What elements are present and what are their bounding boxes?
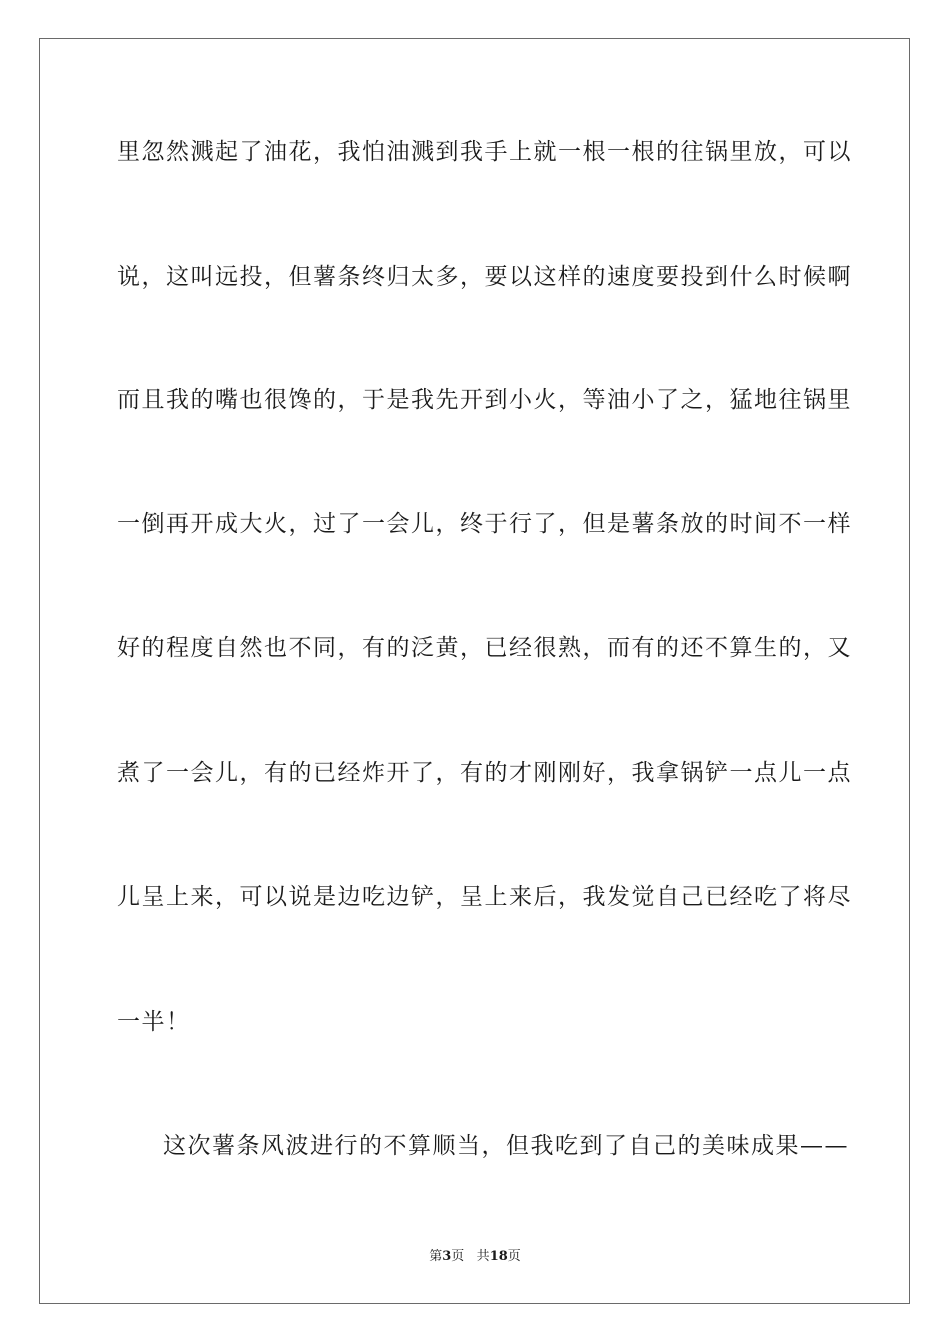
footer-total-pages: 18 [489, 1249, 508, 1264]
body-text-line-5: 好的程度自然也不同，有的泛黄，已经很熟，而有的还不算生的，又 [117, 635, 852, 661]
page-footer [0, 1248, 950, 1266]
body-text-line-3: 而且我的嘴也很馋的，于是我先开到小火，等油小了之，猛地往锅里 [117, 387, 852, 413]
footer-total-suffix: 页 [507, 1249, 521, 1264]
footer-page-suffix: 页 [451, 1249, 465, 1264]
page-border [39, 38, 910, 1304]
body-text-line-2: 说，这叫远投，但薯条终归太多，要以这样的速度要投到什么时候啊 [117, 264, 852, 290]
body-text-line-9: 这次薯条风波进行的不算顺当，但我吃到了自己的美味成果—— [163, 1133, 849, 1159]
body-text-line-1: 里忽然溅起了油花，我怕油溅到我手上就一根一根的往锅里放，可以 [117, 139, 852, 165]
body-text-line-6: 煮了一会儿，有的已经炸开了，有的才刚刚好，我拿锅铲一点儿一点 [117, 760, 852, 786]
footer-current-page: 3 [442, 1249, 452, 1264]
body-text-line-4: 一倒再开成大火，过了一会儿，终于行了，但是薯条放的时间不一样 [117, 511, 852, 537]
footer-page-prefix: 第 [429, 1249, 443, 1264]
footer-total-prefix: 共 [476, 1249, 490, 1264]
body-text-line-8: 一半！ [117, 1009, 191, 1035]
body-text-line-7: 儿呈上来，可以说是边吃边铲，呈上来后，我发觉自己已经吃了将尽 [117, 884, 852, 910]
